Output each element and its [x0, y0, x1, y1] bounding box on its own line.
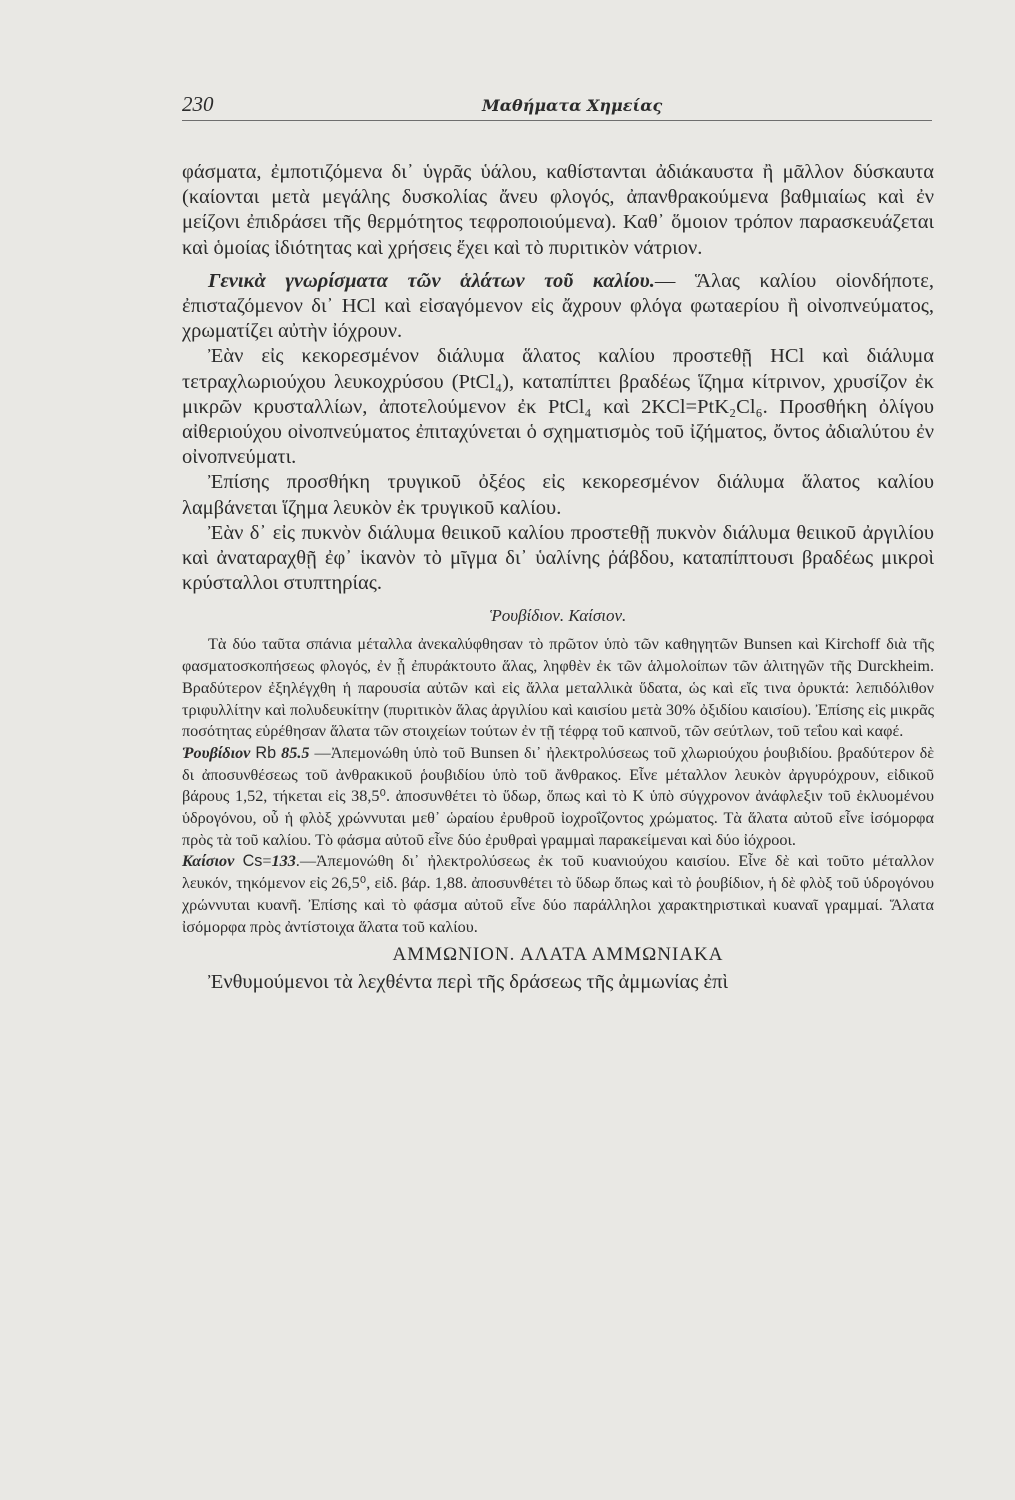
reaction-paragraph-alum: Ἐὰν δ᾽ εἰς πυκνὸν διάλυμα θειικοῦ καλίου προστεθῇ πυκνὸν διάλυμα θειικοῦ ἀργιλίου καὶ ἀναταραχθῇ ἐφ᾽ ἱκανὸν τὸ μῖγμα δι᾽ ὑαλίνης ῥάβδου, καταπίπτουσι βραδέως μικροὶ κρύσταλλοι στυπτηρίας. — [182, 521, 934, 595]
general-properties-paragraph — [182, 269, 934, 345]
general-properties-text: — Ἅλας καλίου οἱονδήποτε, ἐπισταζόμενον δι᾽ HCl καὶ εἰσαγόμενον εἰς ἄχρουν φλόγα φωταερίου ἢ οἰνοπνεύματος, χρωματίζει αὐτὴν ἰόχρουν. — [182, 269, 935, 343]
ammonia-text — [182, 970, 934, 995]
reaction-paragraph-platinum: Ἐὰν εἰς κεκορεσμένον διάλυμα ἅλατος καλίου προστεθῇ HCl καὶ διάλυμα τετραχλωριούχου λευκοχρύσου (PtCl₄), καταπίπτει βραδέως ἵζημα κίτρινον, χρυσίζον ἐκ μικρῶν κρυσταλλίων, ἀποτελούμενον ἐκ PtCl₄ καὶ 2KCl=PtK₂Cl₆. Προσθήκη ὀλίγου αἰθεριούχου οἰνοπνεύματος ἐπιταχύνεται ὁ σχηματισμὸς τοῦ ἰζήματος, ὄντος ἀδιαλύτου ἐν οἰνοπνεύματι. — [182, 345, 934, 469]
ammonia-paragraph: Ἐνθυμούμενοι τὰ λεχθέντα περὶ τῆς δράσεως τῆς ἀμμωνίας ἐπὶ — [208, 971, 728, 994]
ammonia-heading: ΑΜΜΩΝΙΟΝ. ΑΛΑΤΑ ΑΜΜΩΝΙΑΚΑ — [392, 944, 724, 966]
small-print — [182, 634, 934, 938]
paragraph-continuation: φάσματα, ἐμποτιζόμενα δι᾽ ὑγρᾶς ὑάλου, καθίστανται ἀδιάκαυστα ἢ μᾶλλον δύσκαυτα (καίονται μετὰ μεγάλης δυσκολίας ἄνευ φλογός, ἀπανθρακούμενα βαθμιαίως καὶ ἐν μείζονι ἐπιδράσει τῆς θερμότητος τεφροποιούμενα). Καθ᾽ ὅμοιον τρόπον παρασκευάζεται καὶ ὁμοίας ἰδιότητας καὶ χρήσεις ἔχει καὶ τὸ πυριτικὸν νάτριον. — [182, 161, 934, 259]
cesium-atomic-weight: 133 — [271, 852, 296, 871]
rubidium-name: Ῥουβίδιον — [182, 743, 251, 762]
cesium-paragraph: Καίσιον Cs=133.—Ἀπεμονώθη δι᾽ ἠλεκτρολύσεως ἐκ τοῦ κυανιούχου καισίου. Εἶνε δὲ καὶ τοῦτο μέταλλον λευκόν, τηκόμενον εἰς 26,5⁰, εἰδ. βάρ. 1,88. ἀποσυνθέτει τὸ ὕδωρ ὅπως καὶ τὸ ῥουβίδιον, ἡ δὲ φλὸξ τοῦ ὑδρογόνου χρώννυται κυανῆ. Ἐπίσης καὶ τὸ φάσμα αὐτοῦ εἶνε δύο παράλληλοι χαρακτηριστικαὶ κυαναῖ γραμμαί. Ἅλατα ἰσόμορφα πρὸς ἀντίστοιχα ἅλατα τοῦ καλίου. — [182, 852, 934, 936]
page-header — [182, 92, 932, 121]
subsection-title: Ῥουβίδιον. Καίσιον. — [489, 606, 627, 626]
body-text — [182, 160, 934, 996]
cesium-text: .—Ἀπεμονώθη δι᾽ ἠλεκτρολύσεως ἐκ τοῦ κυανιούχου καισίου. Εἶνε δὲ καὶ τοῦτο μέταλλον λευκόν, τηκόμενον εἰς 26,5⁰, εἰδ. βάρ. 1,88. ἀποσυνθέτει τὸ ὕδωρ ὅπως καὶ τὸ ῥουβίδιον, ἡ δὲ φλὸξ τοῦ ὑδρογόνου χρώννυται κυανῆ. Ἐπίσης καὶ τὸ φάσμα αὐτοῦ εἶνε δύο παράλληλοι χαρακτηριστικαὶ κυαναῖ γραμμαί. Ἅλατα ἰσόμορφα πρὸς ἀντίστοιχα ἅλατα τοῦ καλίου. — [182, 852, 934, 936]
rubidium-cesium-intro: Τὰ δύο ταῦτα σπάνια μέταλλα ἀνεκαλύφθησαν τὸ πρῶτον ὑπὸ τῶν καθηγητῶν Bunsen καὶ Kirchoff διὰ τῆς φασματοσκοπήσεως φλογός, ἐν ᾗ ἐπυράκτουτο ἅλας, ληφθὲν ἐκ τῶν ἁλμολοίπων τῶν ἁλιτηγῶν τῆς Durckheim. Βραδύτερον ἐξηλέγχθη ἡ παρουσία αὐτῶν καὶ εἰς ἄλλα μεταλλικὰ ὕδατα, ὡς καὶ εἴς τινα ὀρυκτά: λεπιδόλιθον τριφυλλίτην καὶ πολυδευκίτην (πυριτικὸν ἅλας ἀργιλίου καὶ καισίου μετὰ 30% ὀξιδίου καισίου). Ἐπίσης εἰς μικρᾶς ποσότητας εὑρέθησαν ἅλατα τῶν στοιχείων τούτων ἐν τῇ τέφρᾳ τοῦ καπνοῦ, τῶν σεύτλων, τοῦ τεΐου καὶ καφέ. — [182, 635, 934, 741]
reaction-paragraph-tartaric: Ἐπίσης προσθήκη τρυγικοῦ ὀξέος εἰς κεκορεσμένον διάλυμα ἅλατος καλίου λαμβάνεται ἵζημα λευκὸν ἐκ τρυγικοῦ καλίου. — [182, 471, 934, 519]
main-text — [182, 160, 934, 596]
section-heading-general: Γενικὰ γνωρίσματα τῶν ἁλάτων τοῦ καλίου. — [208, 269, 655, 292]
rubidium-atomic-weight: 85.5 — [281, 743, 310, 762]
cesium-symbol: Cs — [242, 852, 263, 871]
cesium-name: Καίσιον — [182, 852, 235, 871]
page-number: 230 — [182, 92, 214, 116]
rubidium-text: —Ἀπεμονώθη ὑπὸ τοῦ Bunsen δι᾽ ἠλεκτρολύσεως τοῦ χλωριούχου ῥουβιδίου. βραδύτερον δὲ δι ἀποσυνθέσεως τοῦ ἀνθρακικοῦ ῥουβιδίου ὑπὸ τοῦ ἄνθρακος. Εἶνε μέταλλον λευκὸν ἀργυρόχρουν, εἰδικοῦ βάρους 1,52, τήκεται εἰς 38,5⁰. ἀποσυνθέτει τὸ ὕδωρ, ὅπως καὶ τὸ Κ ὑπὸ σύγχρονον ἀνάφλεξιν τοῦ ἐκλυομένου ὑδρογόνου, οὗ ἡ φλὸξ χρώννυται μεθ᾽ ὡραίου ἐρυθροῦ ἰοχροΐζοντος χρώματος. Τὰ ἅλατα αὐτοῦ εἶνε ἰσόμορφα πρὸς τὰ τοῦ καλίου. Τὸ φάσμα αὐτοῦ εἶνε δύο ἐρυθραὶ γραμμαὶ παρακείμεναι καὶ δύο ἰόχροοι. — [182, 743, 935, 849]
rubidium-symbol: Rb — [255, 743, 277, 762]
running-title: Μαθήματα Χημείας — [482, 96, 663, 115]
rubidium-paragraph — [182, 743, 934, 852]
